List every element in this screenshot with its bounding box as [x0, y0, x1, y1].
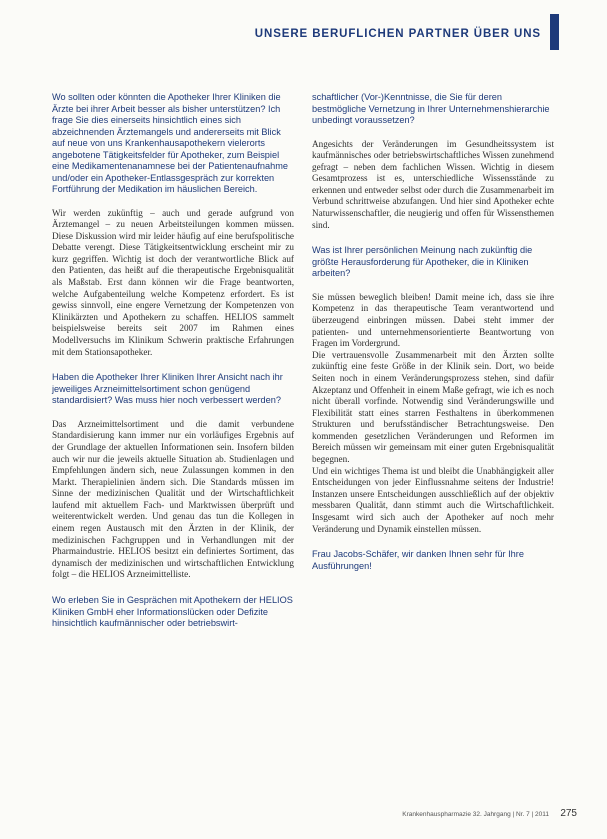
- answer-2: Das Arzneimittelsortiment und die damit verbundene Standardisierung kann immer nur ein vorläufiges Ergebnis auf der Grundlage der aktuellen Informationen sein. Insofern bilden auch wir nur die jeweils aktuelle Situation ab. Studienlagen und Empfehlungen ändern sich, neue Zulassungen kommen in den Markt. Therapielinien ändern sich. Die Standards müssen im Sinne der medizinischen Qualität und der Wirtschaftlichkeit laufend mit aktuellem Fach- und Marktwissen überprüft und weiterentwickelt werden. Und genau das tun die Kollegen in einem regen Austausch mit den Ärzten in der Klinik, der medizinischen Fachgruppen und in Verhandlungen mit der Pharmaindustrie. HELIOS besitzt ein definiertes Sortiment, das dynamisch der medizinischen und wirtschaftlichen Entwicklung folgt – die HELIOS Arzneimittelliste.: [52, 418, 294, 580]
- page-header: [0, 14, 607, 54]
- question-3: Wo erleben Sie in Gesprächen mit Apothekern der HELIOS Kliniken GmbH eher Informationslücken oder Defizite hinsichtlich kaufmännischer oder betriebswirt-: [52, 595, 293, 629]
- answer-1: Wir werden zukünftig – auch und gerade aufgrund von Ärztemangel – zu neuen Arbeitsteilungen kommen müssen. Diese Diskussion wird mir leider häufig auf eine berufspolitische Debatte verengt. Diese Tätigkeitsentwicklung erscheint mir zu kurz gegriffen. Wichtig ist doch der verantwortliche Blick auf den Patienten, das heißt auf die therapeutische Ergebnisqualität als Maßstab. Erst dann können wir die Frage beantworten, welche Aufgabenteilung welche Kompetenz erfordert. Es ist gewiss sinnvoll, eine engere Vernetzung der Kompetenzen von Klinikärzten und Apothekern zu schaffen. HELIOS sammelt beispielsweise bereits seit 2007 im Rahmen eines Modellversuchs im Klinikum Schwerin praktische Erfahrungen mit dem Stationsapotheker.: [52, 207, 294, 357]
- header-accent-bar: [550, 14, 559, 50]
- left-column: [52, 92, 294, 642]
- question-3-continued: schaftlicher (Vor-)Kenntnisse, die Sie für deren bestmögliche Vernetzung in Ihrer Unternehmenshierarchie unbedingt voraussetzen?: [312, 92, 550, 125]
- answer-3: Angesichts der Veränderungen im Gesundheitssystem ist kaufmännisches oder betriebswirtschaftliches Wissen zunehmend gefragt – neben dem fachlichen Wissen. Wichtig in diesem Gesamtprozess ist es, unterschiedliche Wissensstände zu erkennen und entweder selbst oder durch die Zusammenarbeit im Verbund schrittweise abzufangen. Und hier sind Apotheker echte Naturwissenschaftler, die neugierig und offen für Wissensthemen sind.: [312, 138, 554, 230]
- answer-4-paragraph-3: Und ein wichtiges Thema ist und bleibt die Unabhängigkeit aller Entscheidungen von jeder Einflussnahme seitens der Industrie! Instanzen unsere Entscheidungen ausschließlich auf der objektiv messbaren Qualität, dann stimmt auch die Wirtschaftlichkeit. Insgesamt wird sich auch der Apotheker auf noch mehr Veränderung und Dynamik einstellen müssen.: [312, 465, 554, 534]
- page-footer: [0, 808, 607, 822]
- closing-remark: Frau Jacobs-Schäfer, wir danken Ihnen sehr für Ihre Ausführungen!: [312, 549, 524, 571]
- right-column: [312, 92, 554, 584]
- question-1: Wo sollten oder könnten die Apotheker Ihrer Kliniken die Ärzte bei ihrer Arbeit besser als bisher unterstützen? Ich frage Sie dies einerseits hinsichtlich eines sich abzeichnenden Ärztemangels und andererseits mit Blick auf neue von uns Krankenhausapothekern vielerorts angebotene Tätigkeitsfelder für Apotheker, zum Beispiel eine Medikamentenanamnese bei der Patientenaufnahme und/oder ein Apotheker-Entlassgespräch zur korrekten Fortführung der Medikation im häuslichen Bereich.: [52, 92, 288, 194]
- journal-source: Krankenhauspharmazie 32. Jahrgang | Nr. 7 | 2011: [402, 811, 549, 818]
- answer-4-paragraph-1: Sie müssen beweglich bleiben! Damit meine ich, dass sie ihre Kompetenz in das therapeutische Team verantwortend und überzeugend einbringen müssen. Dabei steht immer der patienten- und unternehmensorientierte Beantwortung von Fragen im Vordergrund.: [312, 291, 554, 349]
- page-number: 275: [560, 808, 577, 819]
- question-4: Was ist Ihrer persönlichen Meinung nach zukünftig die größte Herausforderung für Apotheker, die in Kliniken arbeiten?: [312, 245, 533, 279]
- question-2: Haben die Apotheker Ihrer Kliniken Ihrer Ansicht nach ihr jeweiliges Arzneimittelsortiment schon genügend standardisiert? Was muss hier noch verbessert werden?: [52, 372, 283, 406]
- section-title: UNSERE BERUFLICHEN PARTNER ÜBER UNS: [254, 28, 541, 40]
- answer-4-paragraph-2: Die vertrauensvolle Zusammenarbeit mit den Ärzten sollte zukünftig eine feste Größe in der Klinik sein. Dort, wo beide Seiten noch in einem Veränderungsprozess stehen, sind dafür Akzeptanz und Offenheit in einem Maße gefragt, wie ich es noch nicht überall vorfinde. Notwendig sind Veränderungswille und Flexibilität statt eines starren Festhaltens in überkommenen Strukturen und berufsständischer Betrachtungsweise. Den kommenden gesetzlichen Veränderungen und Reformen im Bereich müssen wir gemeinsam mit einer guten Ergebnisqualität begegnen.: [312, 349, 554, 465]
